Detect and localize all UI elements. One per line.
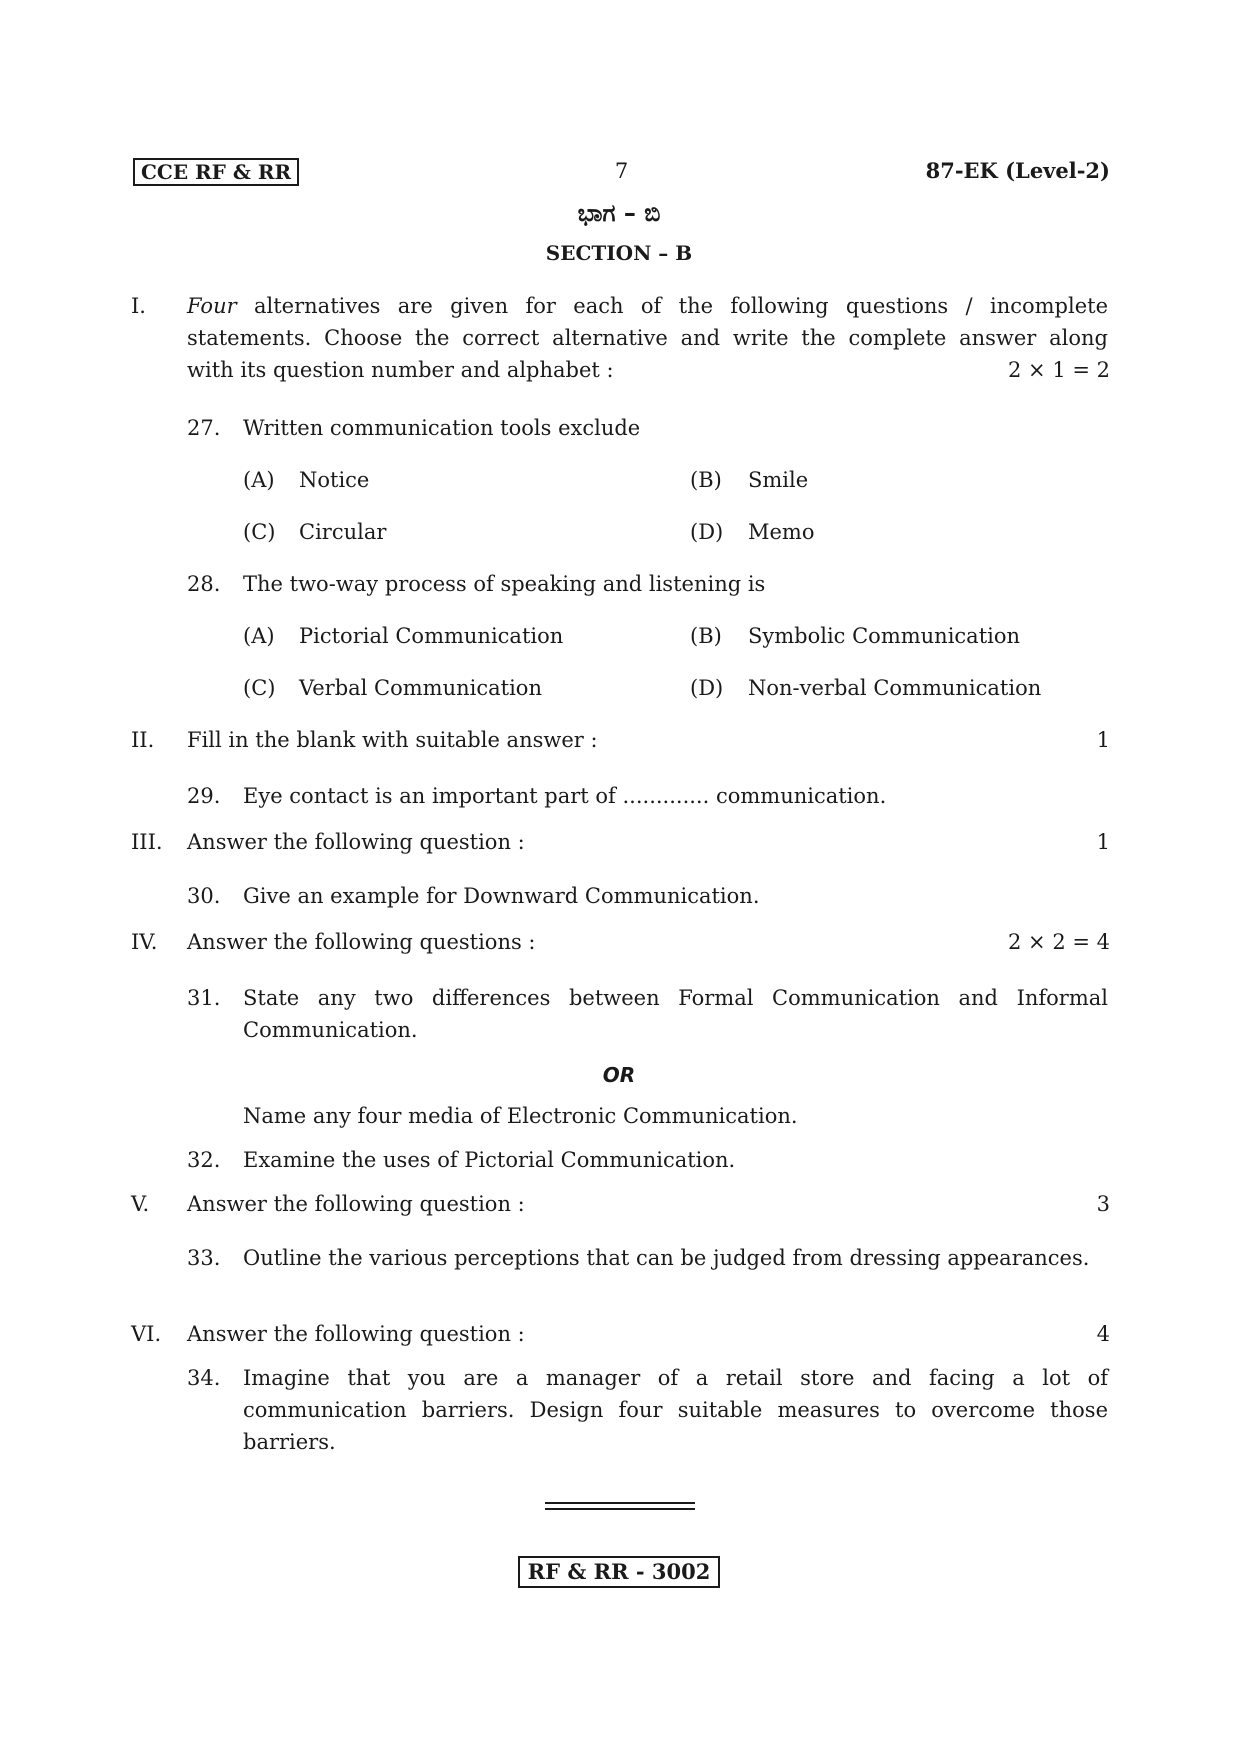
paper-code: 87-EK (Level-2) (925, 158, 1110, 183)
q27-option-b: Smile (748, 468, 809, 492)
question-31-number: 31. (187, 986, 221, 1010)
part-5-instruction: Answer the following question : (187, 1192, 525, 1216)
q28-option-b-letter: (B) (690, 624, 722, 648)
question-28-number: 28. (187, 572, 221, 596)
question-33-number: 33. (187, 1246, 221, 1270)
question-31-text: State any two differences between Formal Communication and Informal Communication. (243, 986, 1108, 1042)
part-1-roman: I. (131, 294, 146, 318)
end-rule-bottom (545, 1508, 695, 1510)
question-30-number: 30. (187, 884, 221, 908)
q27-option-d-letter: (D) (690, 520, 724, 544)
question-32-number: 32. (187, 1148, 221, 1172)
q28-option-b: Symbolic Communication (748, 624, 1021, 648)
question-34-number: 34. (187, 1366, 221, 1390)
q28-option-a: Pictorial Communication (299, 624, 564, 648)
q27-option-d: Memo (748, 520, 815, 544)
q28-option-d: Non-verbal Communication (748, 676, 1042, 700)
q27-option-a-letter: (A) (243, 468, 275, 492)
part-6-marks: 4 (1096, 1322, 1110, 1346)
part-2-roman: II. (131, 728, 155, 752)
question-28-text: The two-way process of speaking and listening is (243, 572, 766, 596)
footer (0, 1556, 1238, 1588)
part-3-marks: 1 (1096, 830, 1110, 854)
part-1-italic-word: Four (187, 294, 237, 318)
part-5-roman: V. (131, 1192, 150, 1216)
q28-option-c-letter: (C) (243, 676, 276, 700)
q28-option-d-letter: (D) (690, 676, 724, 700)
page-number: 7 (614, 159, 629, 183)
part-6-instruction: Answer the following question : (187, 1322, 525, 1346)
question-29-number: 29. (187, 784, 221, 808)
page-header (133, 158, 1110, 188)
q27-option-c-letter: (C) (243, 520, 276, 544)
header-left-label: CCE RF & RR (133, 158, 299, 186)
question-33-text: Outline the various perceptions that can be judged from dressing appearances. (243, 1246, 1090, 1270)
q28-option-c: Verbal Communication (299, 676, 542, 700)
q27-option-b-letter: (B) (690, 468, 722, 492)
kannada-section-title: ಭಾಗ – ಬಿ (577, 199, 661, 227)
part-3-roman: III. (131, 830, 163, 854)
q27-option-a: Notice (299, 468, 370, 492)
q27-option-c: Circular (299, 520, 387, 544)
question-32-text: Examine the uses of Pictorial Communication. (243, 1148, 736, 1172)
part-5-marks: 3 (1096, 1192, 1110, 1216)
q28-option-a-letter: (A) (243, 624, 275, 648)
part-1-instruction-text: alternatives are given for each of the following questions / incomplete statements. Choose the correct alternative and write the complete answer along (187, 294, 1108, 350)
part-3-instruction: Answer the following question : (187, 830, 525, 854)
part-4-roman: IV. (131, 930, 158, 954)
part-4-marks: 2 × 2 = 4 (1008, 930, 1110, 954)
part-1-instruction-last: with its question number and alphabet : (187, 358, 614, 382)
section-title: SECTION – B (545, 241, 693, 265)
footer-code-label: RF & RR - 3002 (518, 1556, 721, 1588)
part-1-instruction (187, 290, 1108, 354)
part-2-marks: 1 (1096, 728, 1110, 752)
question-31-alternative-text: Name any four media of Electronic Communication. (243, 1104, 798, 1128)
question-34-text: Imagine that you are a manager of a retail store and facing a lot of communication barriers. Design four suitable measures to overcome those barriers. (243, 1366, 1108, 1454)
part-6-roman: VI. (131, 1322, 162, 1346)
question-27-text: Written communication tools exclude (243, 416, 641, 440)
part-4-instruction: Answer the following questions : (187, 930, 536, 954)
question-30-text: Give an example for Downward Communication. (243, 884, 760, 908)
or-label: OR (602, 1063, 636, 1087)
question-27-number: 27. (187, 416, 221, 440)
part-2-instruction: Fill in the blank with suitable answer : (187, 728, 598, 752)
part-1-marks: 2 × 1 = 2 (1008, 358, 1110, 382)
question-29-text: Eye contact is an important part of ............. communication. (243, 784, 887, 808)
end-rule-top (545, 1502, 695, 1504)
